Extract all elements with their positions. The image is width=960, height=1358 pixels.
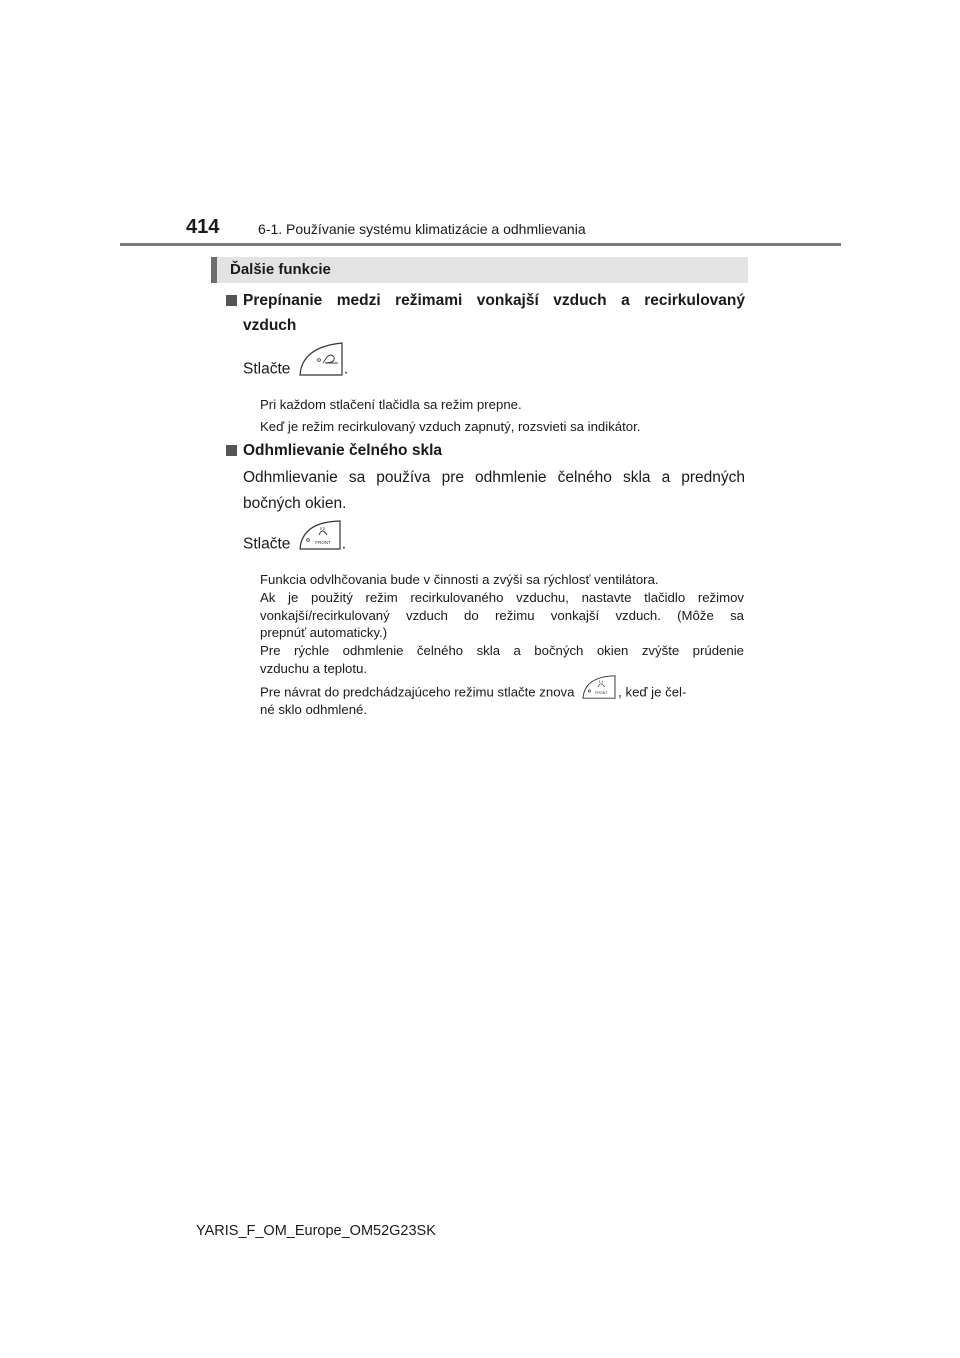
page-number: 414 (186, 216, 220, 238)
defog-note2-line2: vonkajší/recirkulovaný vzduch do režimu vonkajší vzduch. (Môže sa (260, 607, 744, 623)
defog-body (243, 465, 745, 517)
press-label: Stlačte (243, 360, 291, 378)
front-caption: FRONT (314, 540, 331, 545)
heading-bullet (226, 295, 237, 306)
defog-note4-part2: , keď je čel- (618, 684, 687, 700)
defog-body-line1: Odhmlievanie sa používa pre odhmlenie čelného skla a predných (243, 469, 745, 486)
defog-note1: Funkcia odvlhčovania bude v činnosti a zvýši sa rýchlosť ventilátora. (260, 572, 659, 587)
defog-heading: Odhmlievanie čelného skla (243, 442, 442, 459)
defog-note3-line2: vzduchu a teplotu. (260, 660, 368, 676)
recirculation-note2: Keď je režim recirkulovaný vzduch zapnutý, rozsvieti sa indikátor. (260, 419, 641, 434)
recirculation-heading-line2: vzduch (243, 317, 297, 334)
footer-code: YARIS_F_OM_Europe_OM52G23SK (196, 1223, 436, 1239)
heading-bullet (226, 445, 237, 456)
header-rule (120, 243, 841, 246)
press-period: . (343, 360, 349, 378)
section-title: Ďalšie funkcie (230, 261, 331, 278)
recirculation-heading (243, 288, 745, 338)
defog-note2-line1: Ak je použitý režim recirkulovaného vzduchu, nastavte tlačidlo režimov (260, 590, 744, 605)
defog-body-line2: bočných okien. (243, 495, 347, 512)
recirculation-button-icon (298, 341, 344, 386)
recirculation-heading-line1: Prepínanie medzi režimami vonkajší vzduch a recirkulovaný (243, 292, 745, 309)
defog-note2-line3: prepnúť automaticky.) (260, 625, 388, 640)
section-bar (211, 257, 748, 283)
recirculation-press-line (243, 353, 348, 386)
defog-note2 (260, 589, 744, 642)
defog-note3-line1: Pre rýchle odhmlenie čelného skla a bočných okien zvýšte prúdenie (260, 643, 744, 658)
front-caption: FRONT (595, 691, 608, 696)
defog-note4-line2: né sklo odhmlené. (260, 702, 368, 717)
defog-note3 (260, 642, 744, 677)
running-title: 6-1. Používanie systému klimatizácie a odhmlievania (258, 221, 586, 237)
defog-press-line (243, 530, 346, 559)
front-defog-button-icon (298, 520, 342, 559)
defog-note4-part1: Pre návrat do predchádzajúceho režimu stlačte znova (260, 684, 575, 700)
press-period: . (341, 535, 347, 553)
recirculation-note1: Pri každom stlačení tlačidla sa režim prepne. (260, 397, 522, 412)
front-defog-button-icon (580, 675, 618, 704)
press-label: Stlačte (243, 535, 291, 553)
